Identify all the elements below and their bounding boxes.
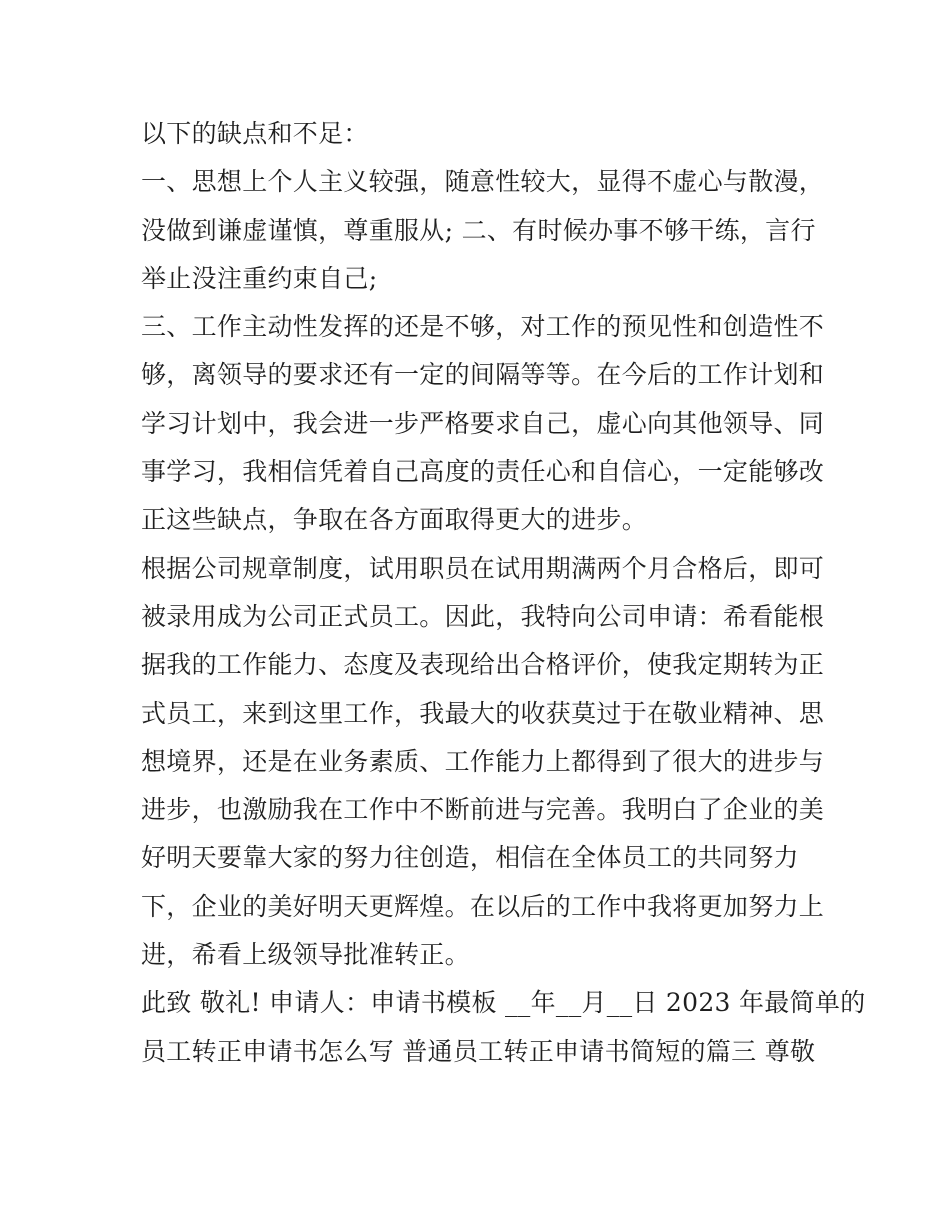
text-line: 此致 敬礼! 申请人：申请书模板 __年__月__日 2023 年最简单的 (141, 988, 866, 1018)
text-line: 够，离领导的要求还有一定的间隔等等。在今后的工作计划和 (141, 360, 825, 390)
text-line: 好明天要靠大家的努力往创造，相信在全体员工的共同努力 (141, 843, 799, 873)
text-line: 三、工作主动性发挥的还是不够，对工作的预见性和创造性不 (141, 312, 825, 342)
text-line: 举止没注重约束自己; (141, 263, 378, 293)
text-line: 学习计划中，我会进一步严格要求自己，虚心向其他领导、同 (141, 408, 825, 438)
text-line: 以下的缺点和不足： (141, 119, 369, 148)
text-line: 据我的工作能力、态度及表现给出合格评价，使我定期转为正 (141, 650, 825, 680)
text-line: 根据公司规章制度，试用职员在试用期满两个月合格后，即可 (141, 553, 825, 583)
text-line: 事学习，我相信凭着自己高度的责任心和自信心，一定能够改 (141, 457, 825, 487)
text-line: 式员工，来到这里工作，我最大的收获莫过于在敬业精神、思 (141, 698, 825, 728)
text-line: 想境界，还是在业务素质、工作能力上都得到了很大的进步与 (141, 746, 825, 776)
text-line: 进，希看上级领导批准转正。 (141, 940, 470, 970)
text-line: 一、思想上个人主义较强，随意性较大，显得不虚心与散漫， (141, 167, 825, 197)
text-line: 下，企业的美好明天更辉煌。在以后的工作中我将更加努力上 (141, 891, 825, 921)
text-line: 没做到谦虚谨慎，尊重服从; 二、有时候办事不够干练，言行 (141, 215, 816, 245)
text-line: 正这些缺点，争取在各方面取得更大的进步。 (141, 505, 648, 535)
document-body (141, 110, 866, 1076)
text-line: 进步，也激励我在工作中不断前进与完善。我明白了企业的美 (141, 795, 825, 825)
text-line: 员工转正申请书怎么写 普通员工转正申请书简短的篇三 尊敬 (141, 1036, 816, 1066)
text-line: 被录用成为公司正式员工。因此，我特向公司申请：希看能根 (141, 601, 825, 631)
